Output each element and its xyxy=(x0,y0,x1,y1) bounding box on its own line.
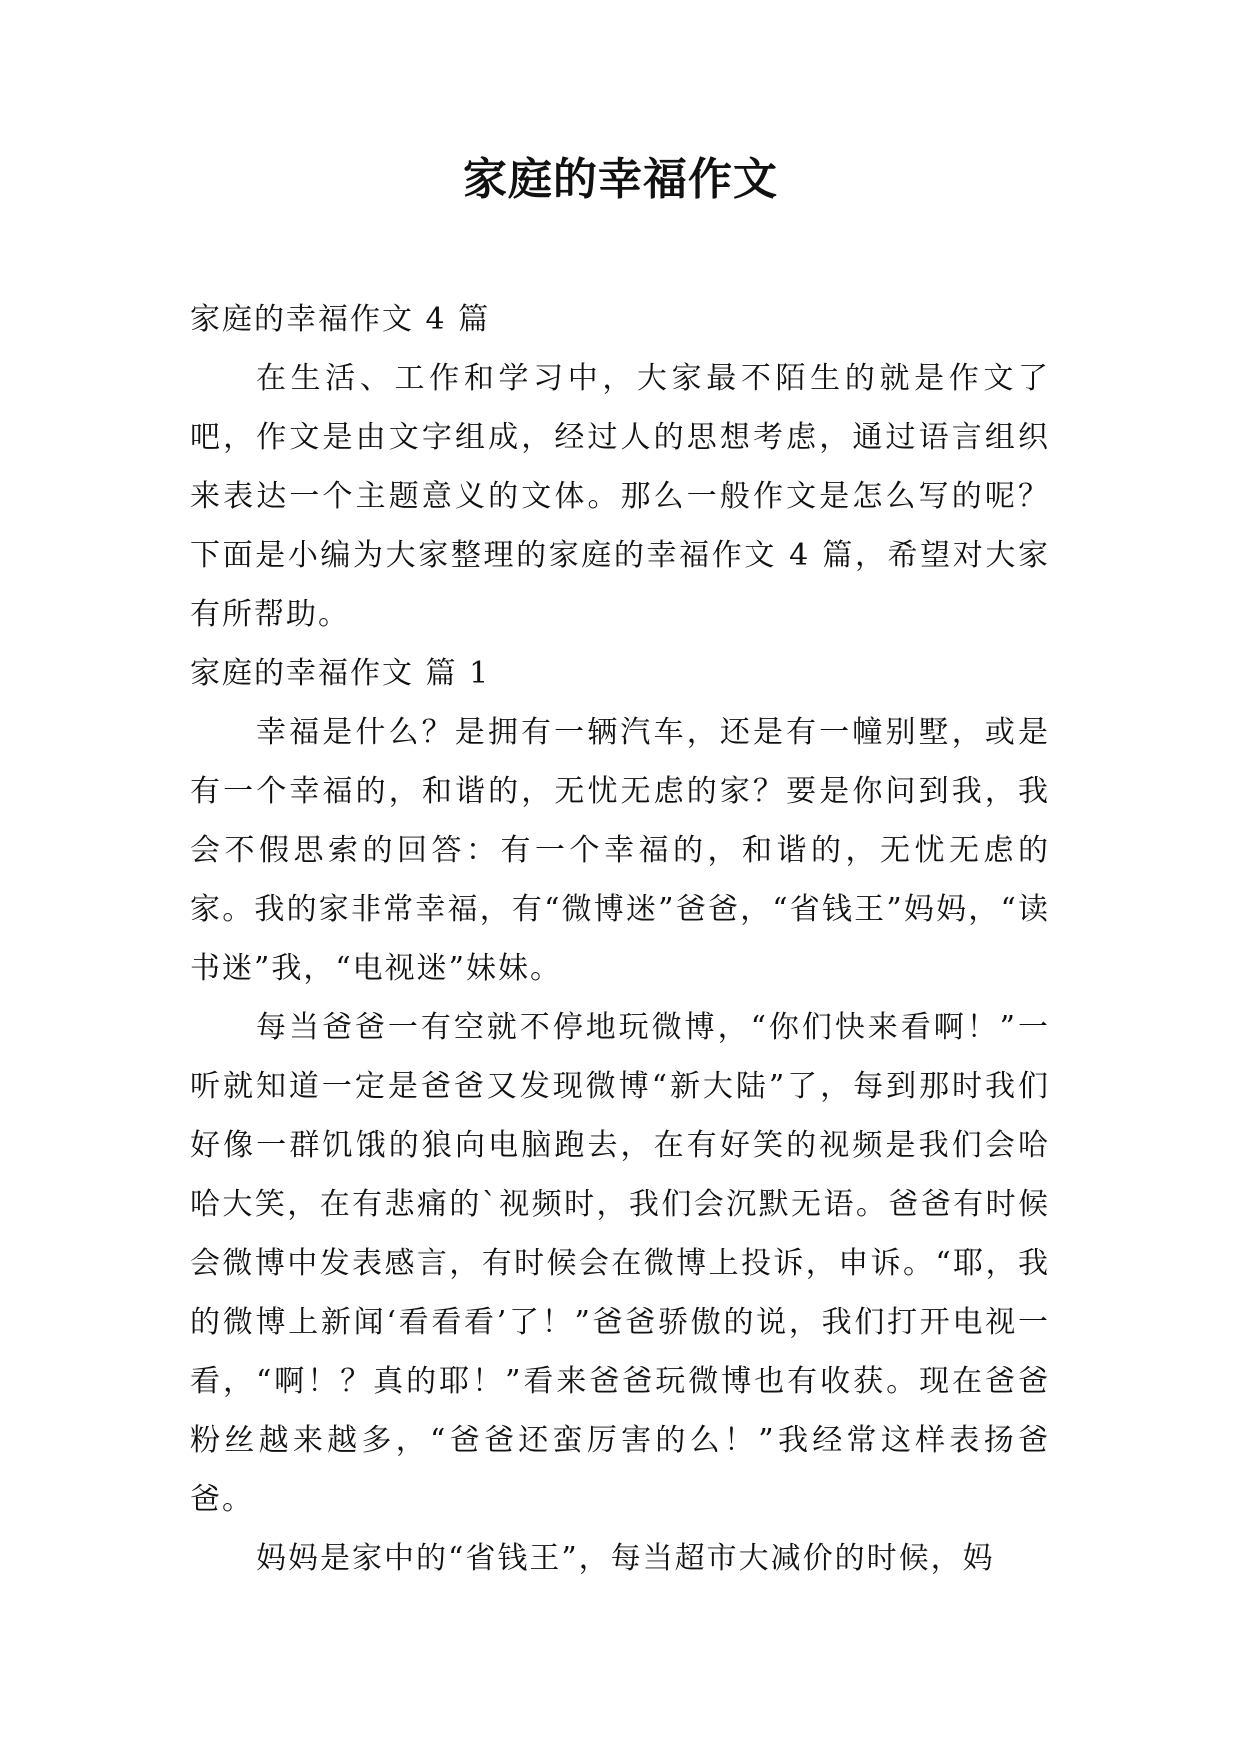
document-subtitle: 家庭的幸福作文 4 篇 xyxy=(190,302,491,337)
section-heading: 家庭的幸福作文 篇 1 xyxy=(190,656,491,691)
body-paragraph: 幸福是什么？是拥有一辆汽车，还是有一幢别墅，或是有一个幸福的，和谐的，无忧无虑的家？要是你问到我，我会不假思索的回答：有一个幸福的，和谐的，无忧无虑的家。我的家非常幸福，有“微博迷”爸爸，“省钱王”妈妈，“读书迷”我，“电视迷”妹妹。 xyxy=(190,715,1050,986)
document-title: 家庭的幸福作文 xyxy=(463,154,778,205)
body-paragraph: 妈妈是家中的“省钱王”，每当超市大减价的时候，妈 xyxy=(256,1541,995,1576)
intro-paragraph: 在生活、工作和学习中，大家最不陌生的就是作文了吧，作文是由文字组成，经过人的思想考虑，通过语言组织来表达一个主题意义的文体。那么一般作文是怎么写的呢？下面是小编为大家整理的家庭的幸福作文 4 篇，希望对大家有所帮助。 xyxy=(190,361,1050,632)
document-body xyxy=(190,290,1050,1588)
body-paragraph: 每当爸爸一有空就不停地玩微博，“你们快来看啊！”一听就知道一定是爸爸又发现微博“新大陆”了，每到那时我们好像一群饥饿的狼向电脑跑去，在有好笑的视频是我们会哈哈大笑，在有悲痛的`视频时，我们会沉默无语。爸爸有时候会微博中发表感言，有时候会在微博上投诉，申诉。“耶，我的微博上新闻‘看看看’了！”爸爸骄傲的说，我们打开电视一看，“啊！？真的耶！”看来爸爸玩微博也有收获。现在爸爸粉丝越来越多，“爸爸还蛮厉害的么！”我经常这样表扬爸爸。 xyxy=(190,1010,1050,1517)
